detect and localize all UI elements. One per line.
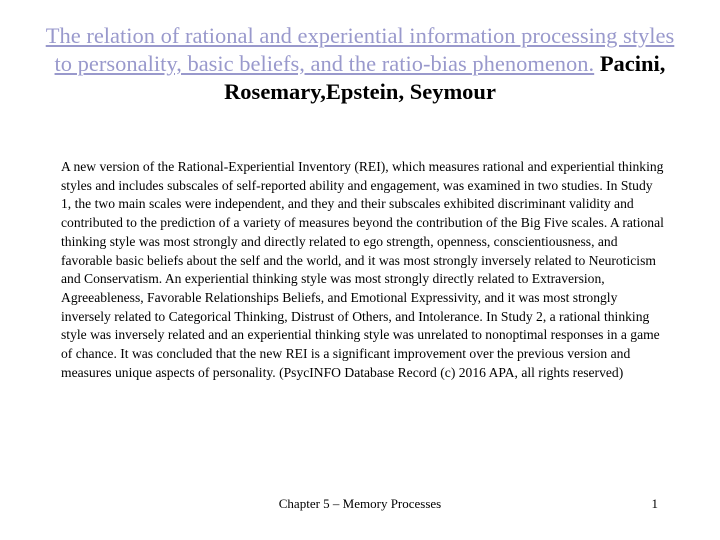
slide-title	[40, 22, 680, 106]
abstract-text: A new version of the Rational-Experiential Inventory (REI), which measures rational and experiential thinking styles and includes subscales of self-reported ability and engagement, was examined in two studies. In Study 1, the two main scales were independent, and they and their subscales exhibited discriminant validity and contributed to the prediction of a variety of measures beyond the contribution of the Big Five scales. A rational thinking style was most strongly and directly related to ego strength, openness, conscientiousness, and favorable basic beliefs about the self and the world, and it was most strongly inversely related to Neuroticism and Conservatism. An experiential thinking style was most strongly directly related to Extraversion, Agreeableness, Favorable Relationships Beliefs, and Emotional Expressivity, and it was most strongly inversely related to Categorical Thinking, Distrust of Others, and Intolerance. In Study 2, a rational thinking style was inversely related and an experiential thinking style was unrelated to nonoptimal responses in a game of chance. It was concluded that the new REI is a significant improvement over the previous version and measures unique aspects of personality. (PsycINFO Database Record (c) 2016 APA, all rights reserved)	[61, 159, 664, 380]
footer-chapter: Chapter 5 – Memory Processes	[278, 496, 442, 511]
page-number: 1	[651, 496, 658, 511]
article-title-link[interactable]: The relation of rational and experiential information processing styles to personality, basic beliefs, and the ratio-bias phenomenon.	[45, 23, 675, 76]
authors: Pacini, Rosemary,Epstein, Seymour	[224, 51, 666, 104]
